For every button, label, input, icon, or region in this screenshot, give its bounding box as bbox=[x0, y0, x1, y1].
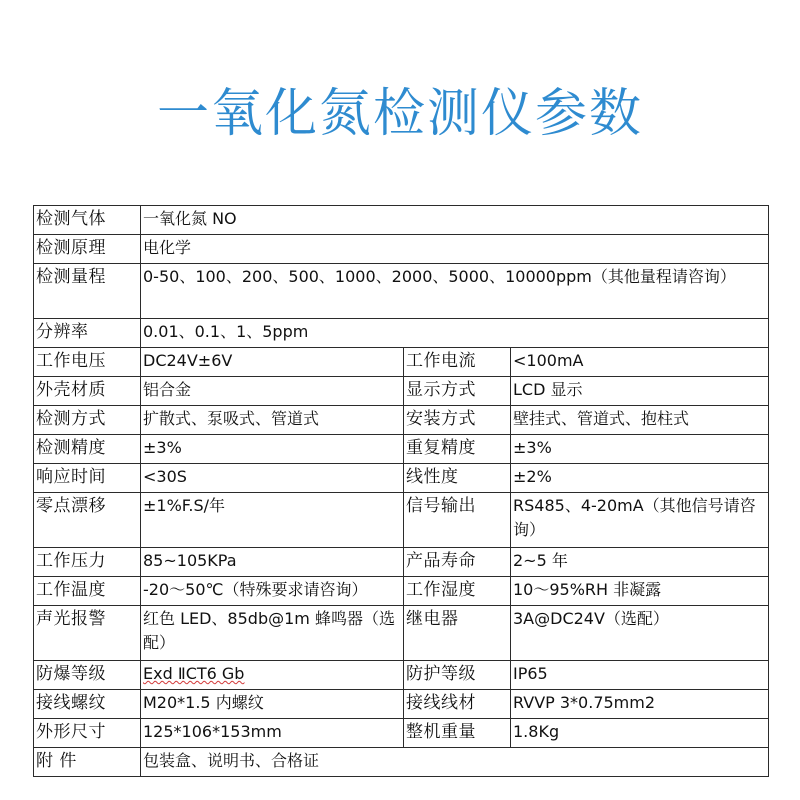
cell-label: 工作电流 bbox=[404, 348, 511, 377]
table-row bbox=[34, 377, 769, 406]
table-row bbox=[34, 348, 769, 377]
cell-label: 检测精度 bbox=[34, 435, 141, 464]
cell-label: 工作电压 bbox=[34, 348, 141, 377]
cell-value: 扩散式、泵吸式、管道式 bbox=[141, 406, 404, 435]
cell-label: 信号输出 bbox=[404, 493, 511, 548]
table-row bbox=[34, 464, 769, 493]
page-title: 一氧化氮检测仪参数 bbox=[156, 84, 643, 144]
cell-value: LCD 显示 bbox=[511, 377, 769, 406]
table-row bbox=[34, 719, 769, 748]
cell-value: -20～50℃（特殊要求请咨询） bbox=[141, 577, 404, 606]
cell-label: 外壳材质 bbox=[34, 377, 141, 406]
cell-value: IP65 bbox=[511, 661, 769, 690]
cell-value: 10～95%RH 非凝露 bbox=[511, 577, 769, 606]
explosion-rating-text: Exd ⅡCT6 Gb bbox=[143, 664, 245, 683]
cell-value: 铝合金 bbox=[141, 377, 404, 406]
cell-label: 工作温度 bbox=[34, 577, 141, 606]
cell-label: 检测方式 bbox=[34, 406, 141, 435]
cell-value bbox=[141, 661, 404, 690]
cell-value: 2~5 年 bbox=[511, 548, 769, 577]
table-row bbox=[34, 235, 769, 264]
cell-label: 检测量程 bbox=[34, 264, 141, 319]
spec-table bbox=[33, 205, 769, 777]
cell-label: 检测气体 bbox=[34, 206, 141, 235]
table-row bbox=[34, 661, 769, 690]
cell-value: DC24V±6V bbox=[141, 348, 404, 377]
cell-value: 85~105KPa bbox=[141, 548, 404, 577]
cell-label: 继电器 bbox=[404, 606, 511, 661]
cell-value: <100mA bbox=[511, 348, 769, 377]
cell-value: 125*106*153mm bbox=[141, 719, 404, 748]
cell-label: 分辨率 bbox=[34, 319, 141, 348]
table-row bbox=[34, 264, 769, 319]
table-row bbox=[34, 493, 769, 548]
table-row bbox=[34, 748, 769, 777]
cell-value: 红色 LED、85db@1m 蜂鸣器（选配） bbox=[141, 606, 404, 661]
cell-label: 显示方式 bbox=[404, 377, 511, 406]
cell-value: <30S bbox=[141, 464, 404, 493]
cell-label: 整机重量 bbox=[404, 719, 511, 748]
cell-label: 重复精度 bbox=[404, 435, 511, 464]
cell-value: ±1%F.S/年 bbox=[141, 493, 404, 548]
cell-label: 工作压力 bbox=[34, 548, 141, 577]
cell-value: RVVP 3*0.75mm2 bbox=[511, 690, 769, 719]
cell-label: 防爆等级 bbox=[34, 661, 141, 690]
table-row bbox=[34, 690, 769, 719]
table-row bbox=[34, 606, 769, 661]
table-row bbox=[34, 548, 769, 577]
cell-label: 防护等级 bbox=[404, 661, 511, 690]
cell-label: 检测原理 bbox=[34, 235, 141, 264]
table-row bbox=[34, 319, 769, 348]
cell-label: 线性度 bbox=[404, 464, 511, 493]
cell-label: 零点漂移 bbox=[34, 493, 141, 548]
cell-value: 0.01、0.1、1、5ppm bbox=[141, 319, 769, 348]
cell-label: 接线螺纹 bbox=[34, 690, 141, 719]
cell-label: 安装方式 bbox=[404, 406, 511, 435]
cell-value: ±3% bbox=[511, 435, 769, 464]
cell-label: 响应时间 bbox=[34, 464, 141, 493]
cell-label: 外形尺寸 bbox=[34, 719, 141, 748]
cell-value: 3A@DC24V（选配） bbox=[511, 606, 769, 661]
cell-label: 附 件 bbox=[34, 748, 141, 777]
cell-value: 电化学 bbox=[141, 235, 769, 264]
cell-label: 接线线材 bbox=[404, 690, 511, 719]
cell-value: 1.8Kg bbox=[511, 719, 769, 748]
table-row bbox=[34, 435, 769, 464]
cell-value: ±2% bbox=[511, 464, 769, 493]
table-row bbox=[34, 577, 769, 606]
cell-value: M20*1.5 内螺纹 bbox=[141, 690, 404, 719]
table-row bbox=[34, 206, 769, 235]
cell-label: 声光报警 bbox=[34, 606, 141, 661]
cell-value: 包装盒、说明书、合格证 bbox=[141, 748, 769, 777]
cell-value: 0-50、100、200、500、1000、2000、5000、10000ppm（其他量程请咨询） bbox=[141, 264, 769, 319]
cell-value: RS485、4-20mA（其他信号请咨 询） bbox=[511, 493, 769, 548]
cell-label: 工作湿度 bbox=[404, 577, 511, 606]
cell-value: 一氧化氮 NO bbox=[141, 206, 769, 235]
cell-value: 壁挂式、管道式、抱柱式 bbox=[511, 406, 769, 435]
table-row bbox=[34, 406, 769, 435]
cell-value: ±3% bbox=[141, 435, 404, 464]
cell-label: 产品寿命 bbox=[404, 548, 511, 577]
